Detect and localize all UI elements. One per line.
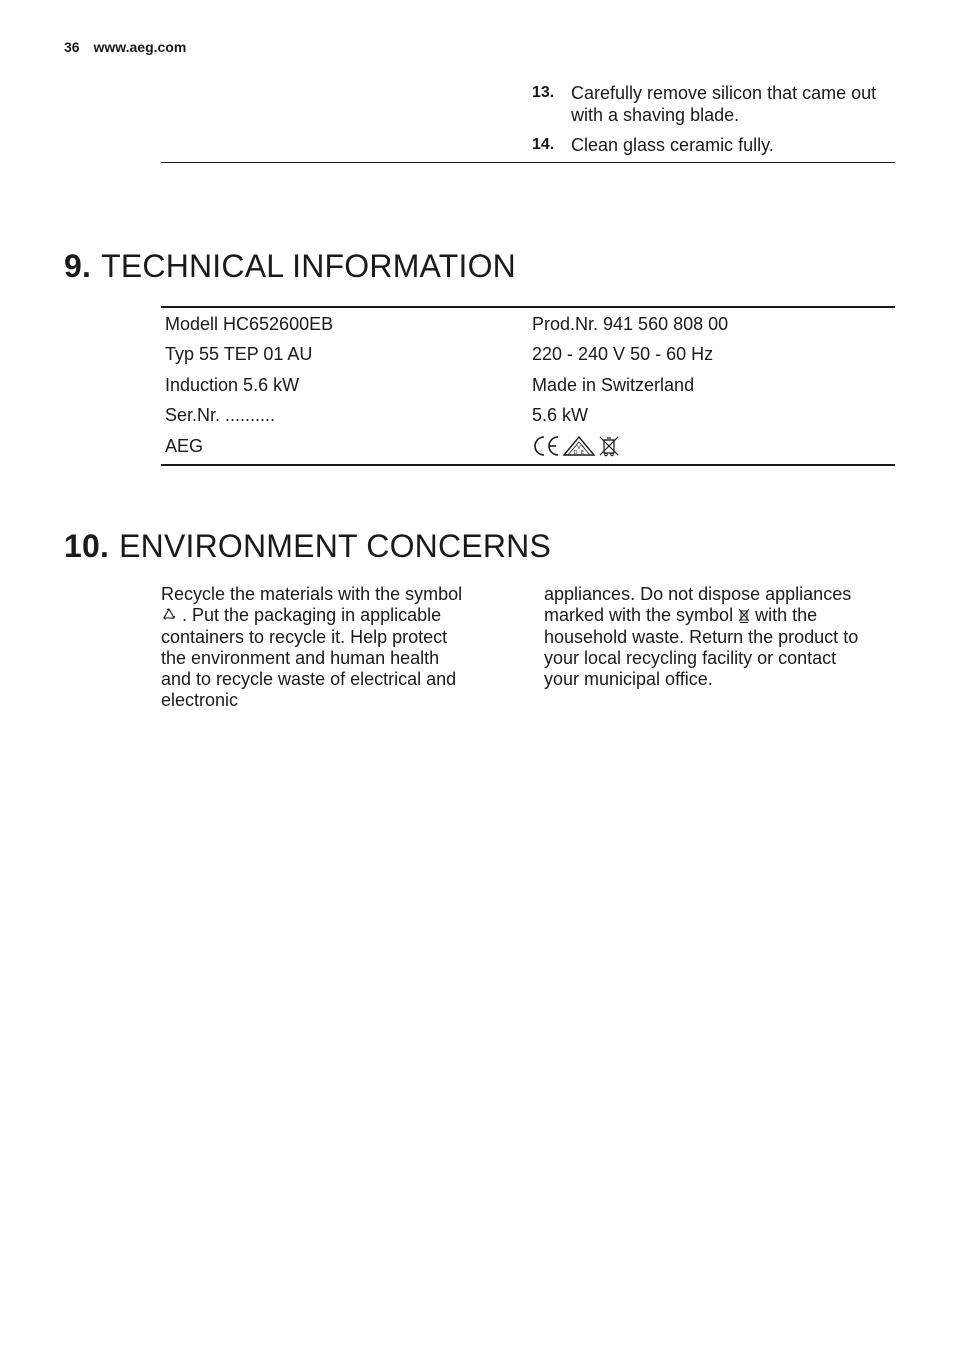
section-heading-text: ENVIRONMENT CONCERNS — [119, 528, 551, 564]
table-cell: Prod.Nr. 941 560 808 00 — [532, 313, 729, 334]
environment-text-left — [161, 584, 471, 712]
section-heading-text: TECHNICAL INFORMATION — [101, 248, 516, 284]
website-link[interactable]: www.aeg.com — [93, 39, 187, 55]
table-cell: Induction 5.6 kW — [165, 374, 300, 395]
paragraph-text: . Put the packaging in applicable containers to recycle it. Help protect the environment and human health and to recycle waste of electrical and electronic — [161, 605, 457, 711]
cleaning-steps-list — [532, 82, 892, 164]
step-text: Carefully remove silicon that came out with a shaving blade. — [571, 83, 877, 125]
table-cell: Ser.Nr. .......... — [165, 405, 276, 426]
page-header — [64, 39, 186, 55]
environment-text-right — [544, 584, 874, 690]
table-cell: 220 - 240 V 50 - 60 Hz — [532, 344, 714, 365]
table-row — [161, 431, 895, 462]
paragraph-text: appliances. Do not dispose appliances marked with the symbol — [544, 584, 852, 626]
paragraph-text: with the household waste. Return the product to your local recycling facility or contact your municipal office. — [544, 605, 859, 690]
page-number: 36 — [64, 39, 80, 55]
table-cell: 5.6 kW — [532, 405, 589, 426]
section-divider — [161, 162, 895, 163]
section-number: 9. — [64, 248, 92, 284]
certification-symbols — [528, 435, 895, 457]
recycle-icon — [161, 607, 177, 623]
list-item — [532, 82, 892, 126]
table-cell: Made in Switzerland — [532, 374, 695, 395]
table-cell: Typ 55 TEP 01 AU — [165, 344, 313, 365]
table-row — [161, 370, 895, 401]
table-row — [161, 401, 895, 432]
svg-text:V: V — [577, 445, 581, 452]
section-title-technical — [64, 248, 516, 285]
vde-mark-icon — [562, 435, 596, 457]
step-number: 13. — [532, 84, 555, 101]
section-number: 10. — [64, 528, 110, 564]
step-text: Clean glass ceramic fully. — [571, 135, 774, 155]
table-row — [161, 309, 895, 340]
table-cell: Modell HC652600EB — [165, 313, 334, 334]
section-title-environment — [64, 528, 551, 565]
weee-bin-icon — [598, 435, 620, 457]
svg-text:E: E — [580, 450, 585, 457]
paragraph-text: Recycle the materials with the symbol — [161, 584, 463, 604]
table-row — [161, 340, 895, 371]
ce-mark-icon — [532, 435, 560, 457]
rating-plate-table — [161, 306, 895, 466]
weee-bin-icon — [738, 607, 750, 623]
list-item — [532, 134, 892, 156]
svg-text:D: D — [573, 450, 578, 457]
step-number: 14. — [532, 136, 555, 153]
table-cell: AEG — [165, 435, 204, 456]
